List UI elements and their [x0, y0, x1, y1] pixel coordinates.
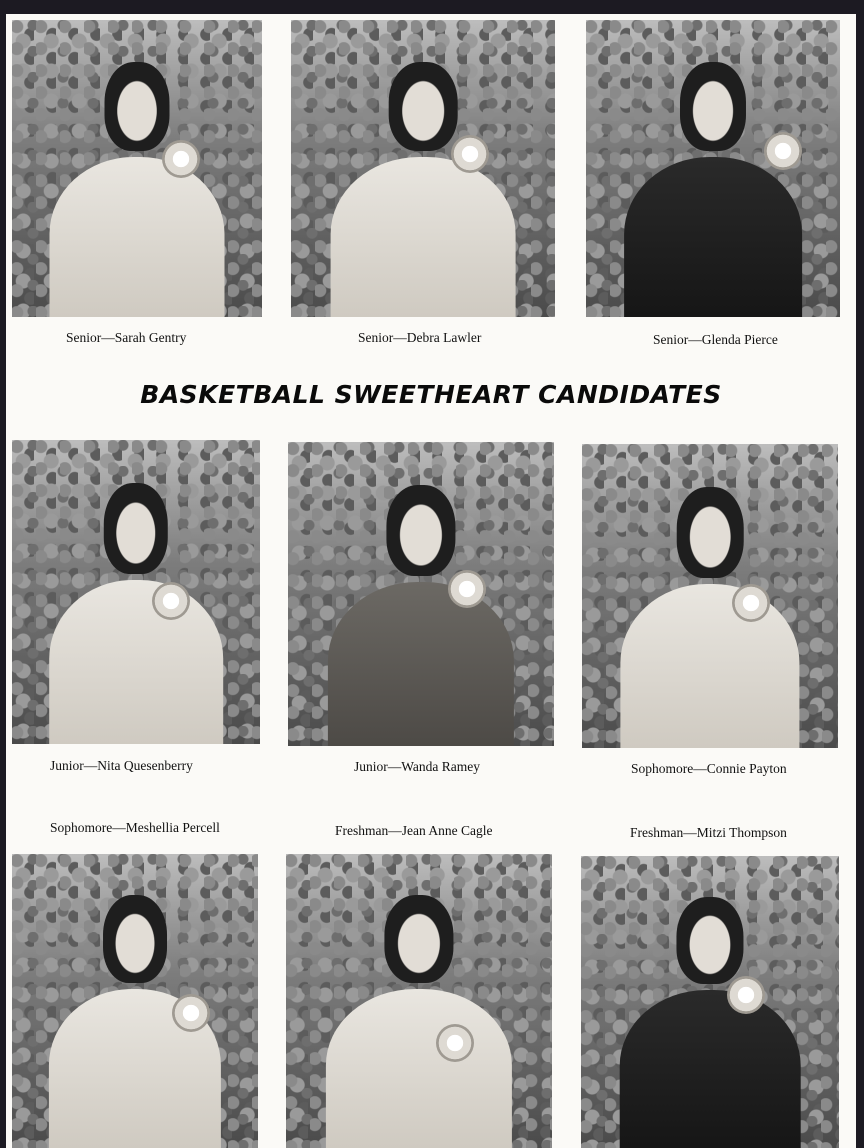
caption-sarah-gentry: Senior—Sarah Gentry — [66, 330, 187, 345]
caption-debra-lawler: Senior—Debra Lawler — [358, 330, 482, 345]
photo-glenda-pierce — [586, 20, 840, 317]
caption-meshellia-percell: Sophomore—Meshellia Percell — [50, 820, 220, 835]
photo-connie-payton — [582, 444, 838, 748]
photo-meshellia-percell — [12, 854, 258, 1148]
yearbook-page — [6, 14, 856, 1148]
corsage-icon — [764, 132, 802, 170]
caption-mitzi-thompson: Freshman—Mitzi Thompson — [630, 825, 787, 840]
photo-debra-lawler — [291, 20, 555, 317]
corsage-icon — [162, 140, 200, 178]
corsage-icon — [451, 135, 489, 173]
corsage-icon — [436, 1024, 474, 1062]
caption-connie-payton: Sophomore—Connie Payton — [631, 761, 787, 776]
binding-edge — [856, 0, 864, 1148]
caption-glenda-pierce: Senior—Glenda Pierce — [653, 332, 778, 347]
caption-wanda-ramey: Junior—Wanda Ramey — [354, 759, 481, 774]
corsage-icon — [172, 994, 210, 1032]
caption-nita-quesenberry: Junior—Nita Quesenberry — [50, 758, 193, 773]
corsage-icon — [448, 570, 486, 608]
photo-nita-quesenberry — [12, 440, 260, 744]
page-title: BASKETBALL SWEETHEART CANDIDATES — [140, 380, 722, 409]
photo-wanda-ramey — [288, 442, 554, 746]
corsage-icon — [152, 582, 190, 620]
corsage-icon — [727, 976, 765, 1014]
photo-jean-anne-cagle — [286, 854, 552, 1148]
caption-jean-anne-cagle: Freshman—Jean Anne Cagle — [335, 823, 493, 838]
corsage-icon — [732, 584, 770, 622]
photo-mitzi-thompson — [581, 856, 839, 1148]
photo-sarah-gentry — [12, 20, 262, 317]
